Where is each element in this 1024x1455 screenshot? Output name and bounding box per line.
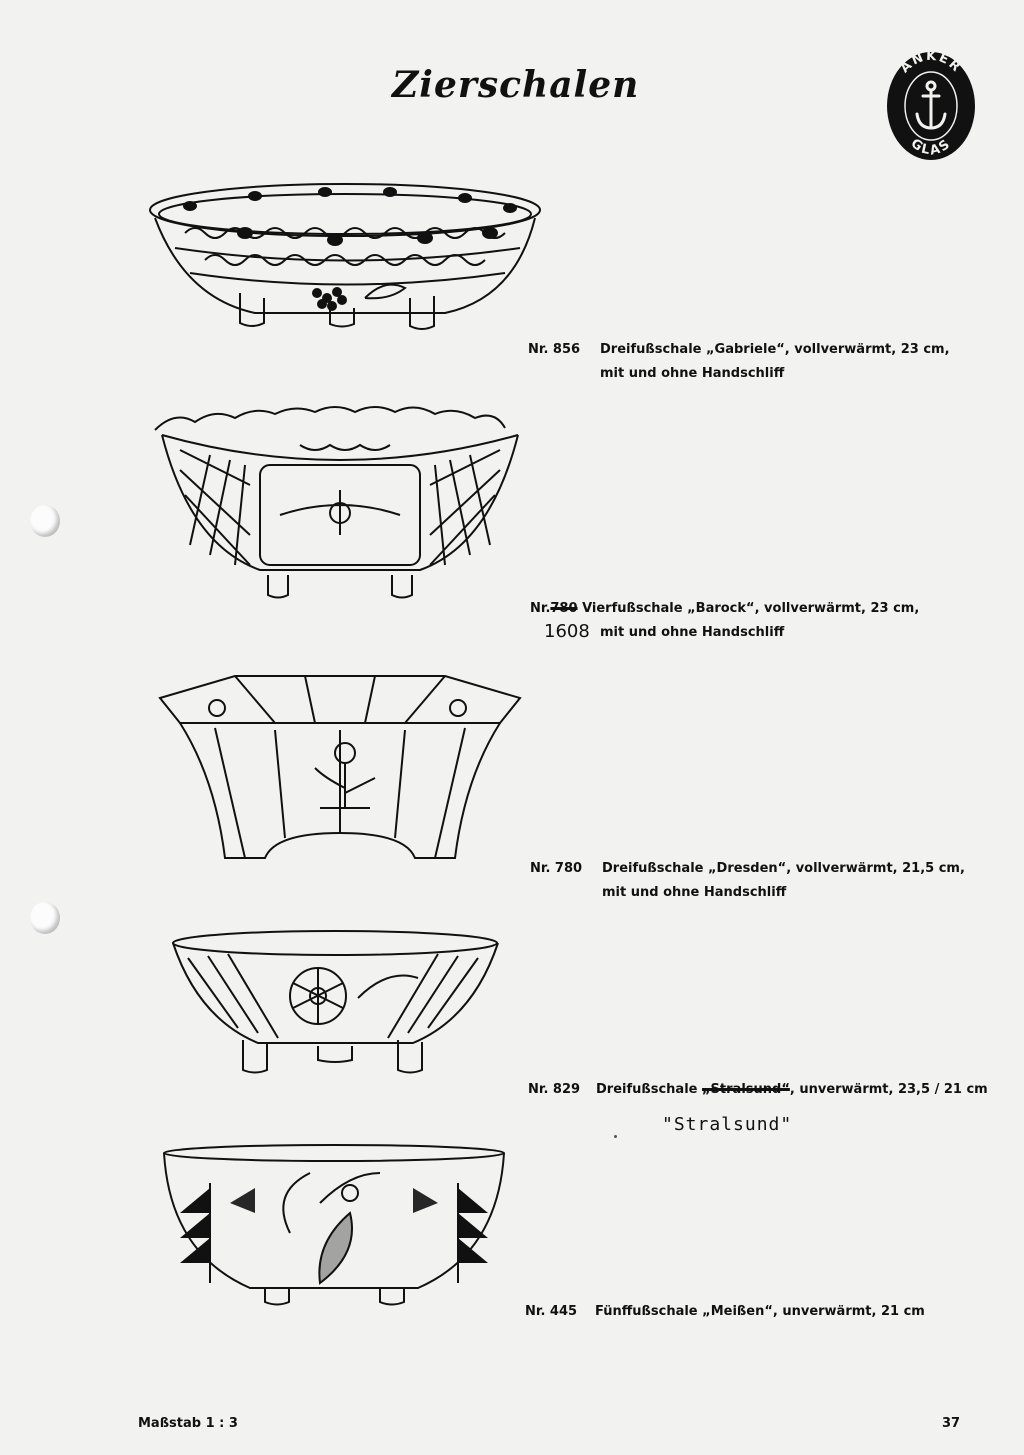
catalog-entry-445 [525, 1300, 925, 1324]
item-description: Fünffußschale „Meißen“, unverwärmt, 21 cm [595, 1304, 925, 1319]
item-description-prefix: Dreifußschale [596, 1082, 698, 1097]
item-number: Nr. 829 [528, 1082, 581, 1097]
page-title: Zierschalen [392, 64, 640, 106]
catalog-entry-856 [528, 338, 950, 386]
item-name-struck: „Stralsund“ [702, 1082, 790, 1097]
item-description: Dreifußschale „Gabriele“, vollverwärmt, 23 cm, [600, 342, 950, 357]
bowl-stralsund-drawing [168, 928, 503, 1078]
bowl-barock-drawing [150, 405, 530, 605]
anker-glas-logo [885, 50, 977, 162]
item-name-typed: "Stralsund" [662, 1114, 793, 1135]
catalog-entry-829 [528, 1078, 988, 1102]
catalog-entry-1608 [530, 597, 919, 645]
scale-note: Maßstab 1 : 3 [138, 1416, 238, 1431]
punch-hole [30, 902, 60, 934]
item-number-handwritten: 1608 [544, 621, 590, 642]
catalog-entry-780 [530, 857, 965, 905]
item-number-struck: 780 [550, 601, 578, 616]
item-description-suffix: , unverwärmt, 23,5 / 21 cm [789, 1082, 988, 1097]
item-description: Dreifußschale „Dresden“, vollverwärmt, 21,5 cm, [602, 861, 965, 876]
svg-text:GLAS: GLAS [907, 136, 955, 159]
bowl-meissen-drawing [160, 1143, 508, 1311]
item-description-line2: mit und ohne Handschliff [602, 885, 787, 900]
item-description-line2: mit und ohne Handschliff [600, 625, 785, 640]
item-number: Nr. 856 [528, 342, 581, 357]
svg-text:ANKER: ANKER [897, 50, 965, 77]
punch-hole [30, 505, 60, 537]
bowl-gabriele-drawing [145, 178, 545, 338]
item-number: Nr. 445 [525, 1304, 578, 1319]
item-number: Nr. 780 [530, 861, 583, 876]
item-description-line2: mit und ohne Handschliff [600, 366, 785, 381]
item-description: Vierfußschale „Barock“, vollverwärmt, 23 cm, [582, 601, 920, 616]
item-number-prefix: Nr. [530, 601, 551, 616]
bowl-dresden-drawing [155, 668, 525, 868]
page-number: 37 [942, 1416, 961, 1431]
